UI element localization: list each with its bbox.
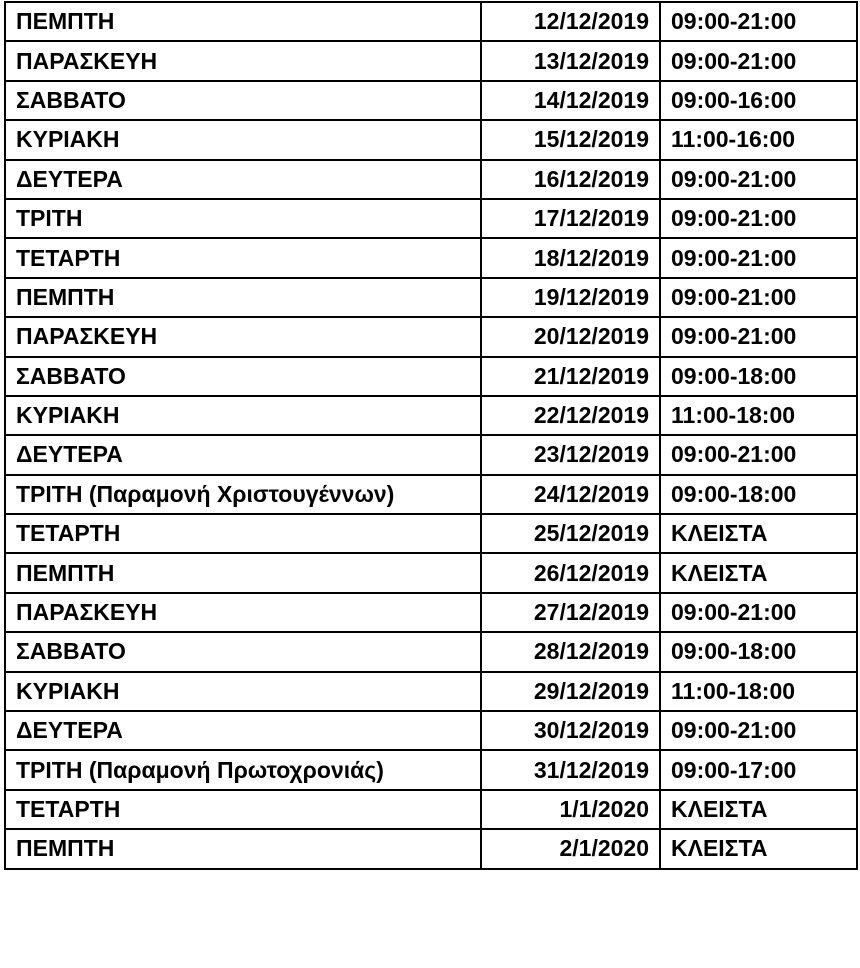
- day-cell: ΠΕΜΠΤΗ: [5, 553, 481, 592]
- day-cell: ΣΑΒΒΑΤΟ: [5, 632, 481, 671]
- date-cell: 20/12/2019: [481, 317, 660, 356]
- date-cell: 14/12/2019: [481, 81, 660, 120]
- day-cell: ΣΑΒΒΑΤΟ: [5, 357, 481, 396]
- hours-cell: 11:00-16:00: [660, 120, 857, 159]
- date-cell: 26/12/2019: [481, 553, 660, 592]
- date-cell: 2/1/2020: [481, 829, 660, 868]
- day-cell: ΤΡΙΤΗ: [5, 199, 481, 238]
- day-cell: ΤΕΤΑΡΤΗ: [5, 514, 481, 553]
- hours-cell: 09:00-21:00: [660, 593, 857, 632]
- table-row: [5, 514, 857, 553]
- date-cell: 28/12/2019: [481, 632, 660, 671]
- hours-cell: 09:00-21:00: [660, 278, 857, 317]
- table-row: [5, 632, 857, 671]
- table-row: [5, 829, 857, 868]
- hours-cell: 09:00-17:00: [660, 750, 857, 789]
- day-cell: ΚΥΡΙΑΚΗ: [5, 396, 481, 435]
- date-cell: 31/12/2019: [481, 750, 660, 789]
- date-cell: 29/12/2019: [481, 672, 660, 711]
- table-row: [5, 672, 857, 711]
- day-cell: ΠΕΜΠΤΗ: [5, 278, 481, 317]
- hours-cell: 09:00-18:00: [660, 632, 857, 671]
- table-row: [5, 317, 857, 356]
- table-row: [5, 593, 857, 632]
- day-cell: ΔΕΥΤΕΡΑ: [5, 711, 481, 750]
- day-cell: ΠΑΡΑΣΚΕΥΗ: [5, 317, 481, 356]
- table-row: [5, 81, 857, 120]
- hours-cell: 09:00-21:00: [660, 317, 857, 356]
- hours-cell: 09:00-18:00: [660, 357, 857, 396]
- table-row: [5, 711, 857, 750]
- table-row: [5, 278, 857, 317]
- date-cell: 22/12/2019: [481, 396, 660, 435]
- table-row: [5, 435, 857, 474]
- holiday-hours-table: [4, 1, 858, 870]
- day-cell: ΠΑΡΑΣΚΕΥΗ: [5, 41, 481, 80]
- table-row: [5, 553, 857, 592]
- day-cell: ΔΕΥΤΕΡΑ: [5, 435, 481, 474]
- date-cell: 18/12/2019: [481, 238, 660, 277]
- date-cell: 16/12/2019: [481, 160, 660, 199]
- hours-cell: ΚΛΕΙΣΤΑ: [660, 553, 857, 592]
- day-cell: ΣΑΒΒΑΤΟ: [5, 81, 481, 120]
- hours-cell: 09:00-21:00: [660, 41, 857, 80]
- date-cell: 19/12/2019: [481, 278, 660, 317]
- date-cell: 25/12/2019: [481, 514, 660, 553]
- hours-cell: 09:00-21:00: [660, 435, 857, 474]
- day-cell: ΠΕΜΠΤΗ: [5, 829, 481, 868]
- day-cell: ΤΡΙΤΗ (Παραμονή Χριστουγέννων): [5, 475, 481, 514]
- date-cell: 21/12/2019: [481, 357, 660, 396]
- table-row: [5, 475, 857, 514]
- hours-cell: 09:00-21:00: [660, 2, 857, 41]
- day-cell: ΠΑΡΑΣΚΕΥΗ: [5, 593, 481, 632]
- table-row: [5, 790, 857, 829]
- hours-cell: ΚΛΕΙΣΤΑ: [660, 829, 857, 868]
- hours-cell: 11:00-18:00: [660, 396, 857, 435]
- table-row: [5, 2, 857, 41]
- holiday-hours-table-body: [5, 2, 857, 869]
- hours-cell: 09:00-21:00: [660, 199, 857, 238]
- table-row: [5, 199, 857, 238]
- hours-cell: 09:00-21:00: [660, 160, 857, 199]
- hours-cell: 11:00-18:00: [660, 672, 857, 711]
- hours-cell: 09:00-18:00: [660, 475, 857, 514]
- date-cell: 13/12/2019: [481, 41, 660, 80]
- date-cell: 12/12/2019: [481, 2, 660, 41]
- hours-cell: ΚΛΕΙΣΤΑ: [660, 790, 857, 829]
- table-row: [5, 396, 857, 435]
- hours-cell: 09:00-16:00: [660, 81, 857, 120]
- day-cell: ΔΕΥΤΕΡΑ: [5, 160, 481, 199]
- table-row: [5, 160, 857, 199]
- day-cell: ΤΕΤΑΡΤΗ: [5, 790, 481, 829]
- date-cell: 27/12/2019: [481, 593, 660, 632]
- day-cell: ΚΥΡΙΑΚΗ: [5, 672, 481, 711]
- date-cell: 17/12/2019: [481, 199, 660, 238]
- day-cell: ΤΡΙΤΗ (Παραμονή Πρωτοχρονιάς): [5, 750, 481, 789]
- hours-cell: 09:00-21:00: [660, 711, 857, 750]
- date-cell: 24/12/2019: [481, 475, 660, 514]
- day-cell: ΚΥΡΙΑΚΗ: [5, 120, 481, 159]
- day-cell: ΤΕΤΑΡΤΗ: [5, 238, 481, 277]
- date-cell: 1/1/2020: [481, 790, 660, 829]
- hours-cell: ΚΛΕΙΣΤΑ: [660, 514, 857, 553]
- table-row: [5, 120, 857, 159]
- day-cell: ΠΕΜΠΤΗ: [5, 2, 481, 41]
- date-cell: 15/12/2019: [481, 120, 660, 159]
- table-row: [5, 41, 857, 80]
- table-row: [5, 750, 857, 789]
- date-cell: 23/12/2019: [481, 435, 660, 474]
- date-cell: 30/12/2019: [481, 711, 660, 750]
- table-row: [5, 238, 857, 277]
- hours-cell: 09:00-21:00: [660, 238, 857, 277]
- table-row: [5, 357, 857, 396]
